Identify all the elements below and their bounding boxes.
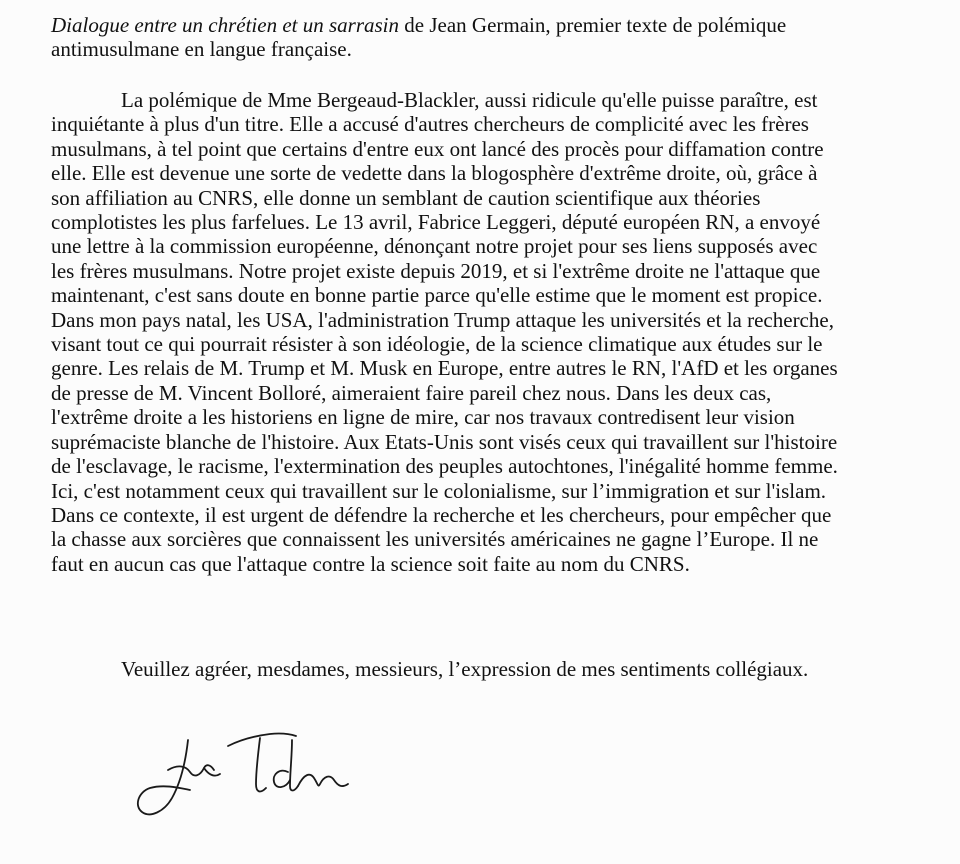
body-line: Dans mon pays natal, les USA, l'administration Trump attaque les universités et la recherche,: [51, 307, 834, 332]
body-line: musulmans, à tel point que certains d'entre eux ont lancé des procès pour diffamation contre: [51, 136, 824, 161]
body-line: de presse de M. Vincent Bolloré, aimeraient faire pareil chez nous. Dans les deux cas,: [51, 380, 772, 405]
body-line: une lettre à la commission européenne, dénonçant notre projet pour ses liens supposés avec: [51, 234, 818, 259]
body-line: suprémaciste blanche de l'histoire. Aux Etats-Unis sont visés ceux qui travaillent sur l'histoire: [51, 429, 838, 454]
body-line: son affiliation au CNRS, elle donne un semblant de caution scientifique aux théories: [51, 185, 761, 210]
body-line: Dans ce contexte, il est urgent de défendre la recherche et les chercheurs, pour empêcher que: [51, 502, 832, 527]
book-title: Dialogue entre un chrétien et un sarrasin: [51, 13, 400, 37]
handwritten-signature-icon: [120, 718, 380, 828]
closing-line: Veuillez agréer, mesdames, messieurs, l’expression de mes sentiments collégiaux.: [121, 657, 809, 681]
intro-line-1: [51, 13, 931, 37]
body-line: la chasse aux sorcières que connaissent les universités américaines ne gagne l’Europe. Il ne: [51, 527, 819, 552]
body-line: faut en aucun cas que l'attaque contre la science soit faite au nom du CNRS.: [51, 551, 690, 576]
body-line: inquiétante à plus d'un titre. Elle a accusé d'autres chercheurs de complicité avec les frères: [51, 112, 809, 137]
body-line: elle. Elle est devenue une sorte de vedette dans la blogosphère d'extrême droite, où, grâce à: [51, 161, 818, 186]
body-line: de l'esclavage, le racisme, l'extermination des peuples autochtones, l'inégalité homme femme.: [51, 454, 838, 479]
body-line: complotistes les plus farfelues. Le 13 avril, Fabrice Leggeri, député européen RN, a envoyé: [51, 210, 821, 235]
body-line: genre. Les relais de M. Trump et M. Musk en Europe, entre autres le RN, l'AfD et les organes: [51, 356, 838, 381]
body-line: maintenant, c'est sans doute en bonne partie parce qu'elle estime que le moment est propice.: [51, 283, 823, 308]
body-line: Ici, c'est notamment ceux qui travaillent sur le colonialisme, sur l’immigration et sur l'islam.: [51, 478, 827, 503]
body-line: l'extrême droite a les historiens en ligne de mire, car nos travaux contredisent leur vision: [51, 405, 795, 430]
intro-line-1-rest: de Jean Germain, premier texte de polémique: [399, 13, 787, 37]
body-line: visant tout ce qui pourrait résister à son idéologie, de la science climatique aux études sur le: [51, 332, 823, 357]
intro-paragraph: [51, 13, 931, 62]
closing-paragraph: [51, 657, 931, 681]
body-line: les frères musulmans. Notre projet existe depuis 2019, et si l'extrême droite ne l'attaque que: [51, 258, 821, 283]
body-paragraph: [51, 88, 931, 576]
intro-line-2: antimusulmane en langue française.: [51, 37, 352, 62]
body-line: La polémique de Mme Bergeaud-Blackler, aussi ridicule qu'elle puisse paraître, est: [121, 88, 818, 112]
